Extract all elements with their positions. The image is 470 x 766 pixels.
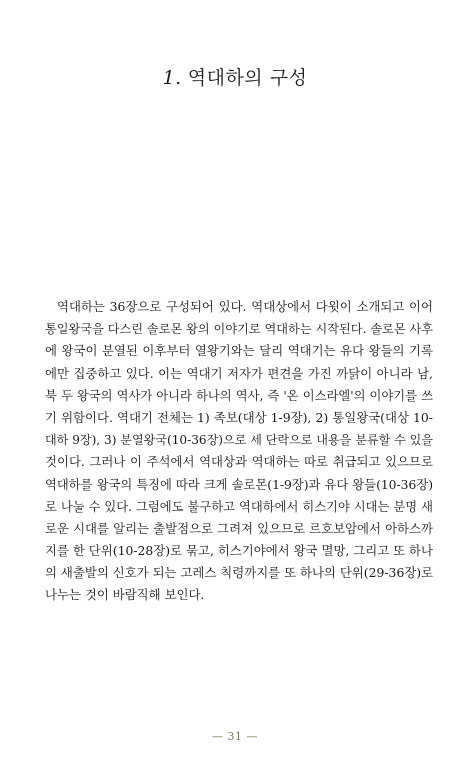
chapter-heading <box>0 66 470 90</box>
paragraph-line: 에 왕국이 분열된 이후부터 열왕기와는 달리 역대기는 유다 왕들의 기록 <box>45 343 433 359</box>
paragraph-line: 역대하는 36장으로 구성되어 있다. 역대상에서 다윗이 소개되고 이어 <box>57 299 433 314</box>
paragraph-line: 로 나눌 수 있다. 그럼에도 불구하고 역대하에서 히스기야 시대는 분명 새 <box>45 499 433 514</box>
paragraph-line: 에만 집중하고 있다. 이는 역대기 저자가 편견을 가진 까닭이 아니라 남, <box>45 365 433 381</box>
paragraph-line: 로운 시대를 알리는 출발점으로 그려져 있으므로 르호보암에서 아하스까 <box>45 520 433 536</box>
page-number: — 31 — <box>212 730 258 743</box>
paragraph-line: 통일왕국을 다스린 솔로몬 왕의 이야기로 역대하는 시작된다. 솔로몬 사후 <box>45 322 433 337</box>
paragraph-line: 기 위함이다. 역대기 전체는 1) 족보(대상 1-9장), 2) 통일왕국(대상 10- <box>45 409 433 425</box>
paragraph-line: 대하 9장), 3) 분열왕국(10-36장)으로 세 단락으로 내용을 분류할 수 있을 <box>45 433 433 448</box>
paragraph-line: 나누는 것이 바람직해 보인다. <box>45 587 205 603</box>
chapter-number: 1. <box>162 67 182 89</box>
paragraph-line: 지를 한 단위(10-28장)로 묶고, 히스기야에서 왕국 멸망, 그리고 또 하나 <box>45 543 433 559</box>
body-paragraph <box>45 296 433 607</box>
chapter-title: 역대하의 구성 <box>187 67 308 89</box>
paragraph-line: 의 새출발의 신호가 되는 고레스 칙령까지를 또 하나의 단위(29-36장)로 <box>45 565 433 581</box>
paragraph-line: 북 두 왕국의 역사가 아니라 하나의 역사, 즉 '온 이스라엘'의 이야기를 쓰 <box>45 388 433 403</box>
paragraph-line: 역대하를 왕국의 특징에 따라 크게 솔로몬(1-9장)과 유다 왕들(10-36장) <box>45 477 433 492</box>
paragraph-line: 것이다. 그러나 이 주석에서 역대상과 역대하는 따로 취급되고 있으므로 <box>45 454 433 470</box>
